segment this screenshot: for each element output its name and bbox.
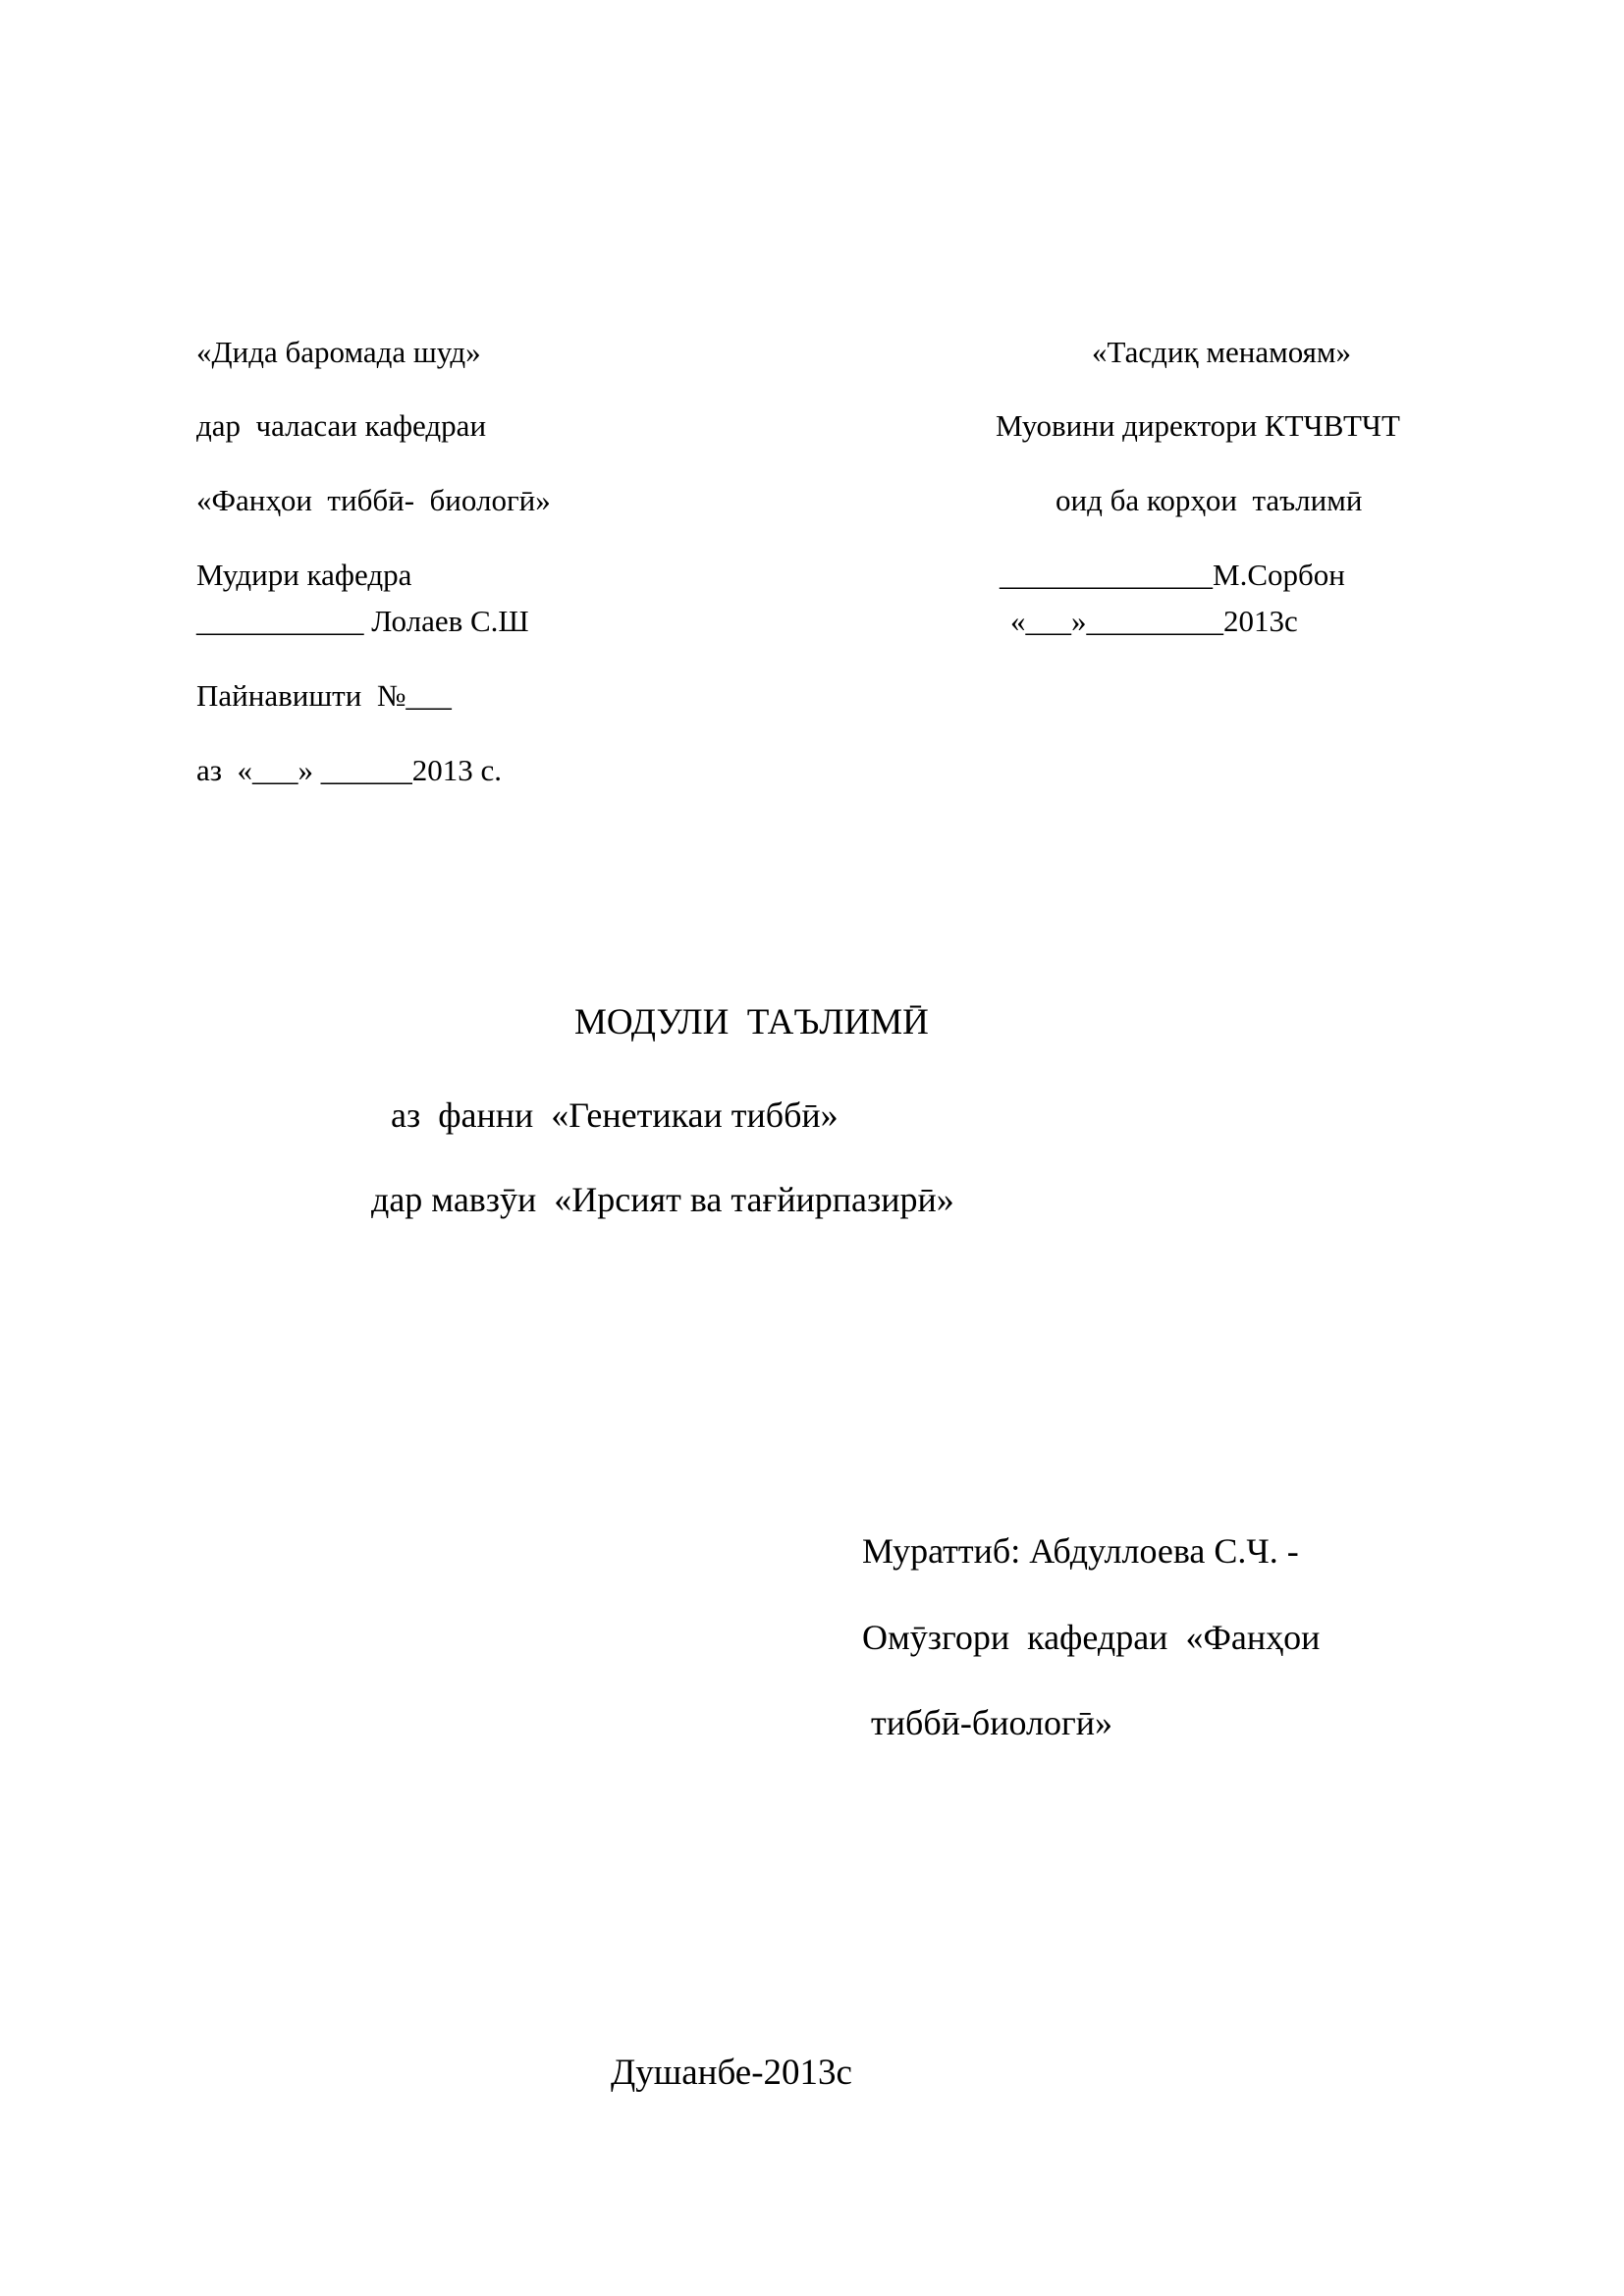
approval-left-line-1: «Дида баромада шуд»	[196, 335, 481, 369]
topic-line: дар мавзӯи «Ирсият ва тағйирпазирӣ»	[371, 1180, 954, 1219]
approval-left-line-4: Мудири кафедра	[196, 558, 412, 592]
approval-right-line-5: «___»_________2013с	[1010, 604, 1298, 638]
author-line-3: тиббӣ-биологӣ»	[862, 1703, 1112, 1742]
approval-left-line-5: ___________ Лолаев С.Ш	[196, 604, 529, 638]
subject-line: аз фанни «Генетикаи тиббӣ»	[391, 1095, 839, 1135]
approval-right-line-3: оид ба корҳои таълимӣ	[1056, 483, 1363, 517]
approval-right-line-2: Муовини директори КТЧВТЧТ	[996, 408, 1400, 443]
approval-left-line-2: дар чаласаи кафедраи	[196, 408, 487, 443]
author-line-1: Мураттиб: Абдуллоева С.Ч. -	[862, 1531, 1299, 1571]
approval-left-line-6: Пайнавишти №___	[196, 678, 452, 713]
city-year: Душанбе-2013с	[611, 2053, 852, 2093]
approval-right-line-4: ______________М.Сорбон	[1000, 558, 1345, 592]
approval-left-line-3: «Фанҳои тиббӣ- биологӣ»	[196, 483, 551, 517]
module-title: МОДУЛИ ТАЪЛИМӢ	[574, 1002, 929, 1042]
approval-right-line-1: «Тасдиқ менамоям»	[1092, 335, 1351, 369]
author-line-2: Омӯзгори кафедраи «Фанҳои	[862, 1618, 1321, 1657]
approval-left-line-7: аз «___» ______2013 с.	[196, 753, 503, 787]
